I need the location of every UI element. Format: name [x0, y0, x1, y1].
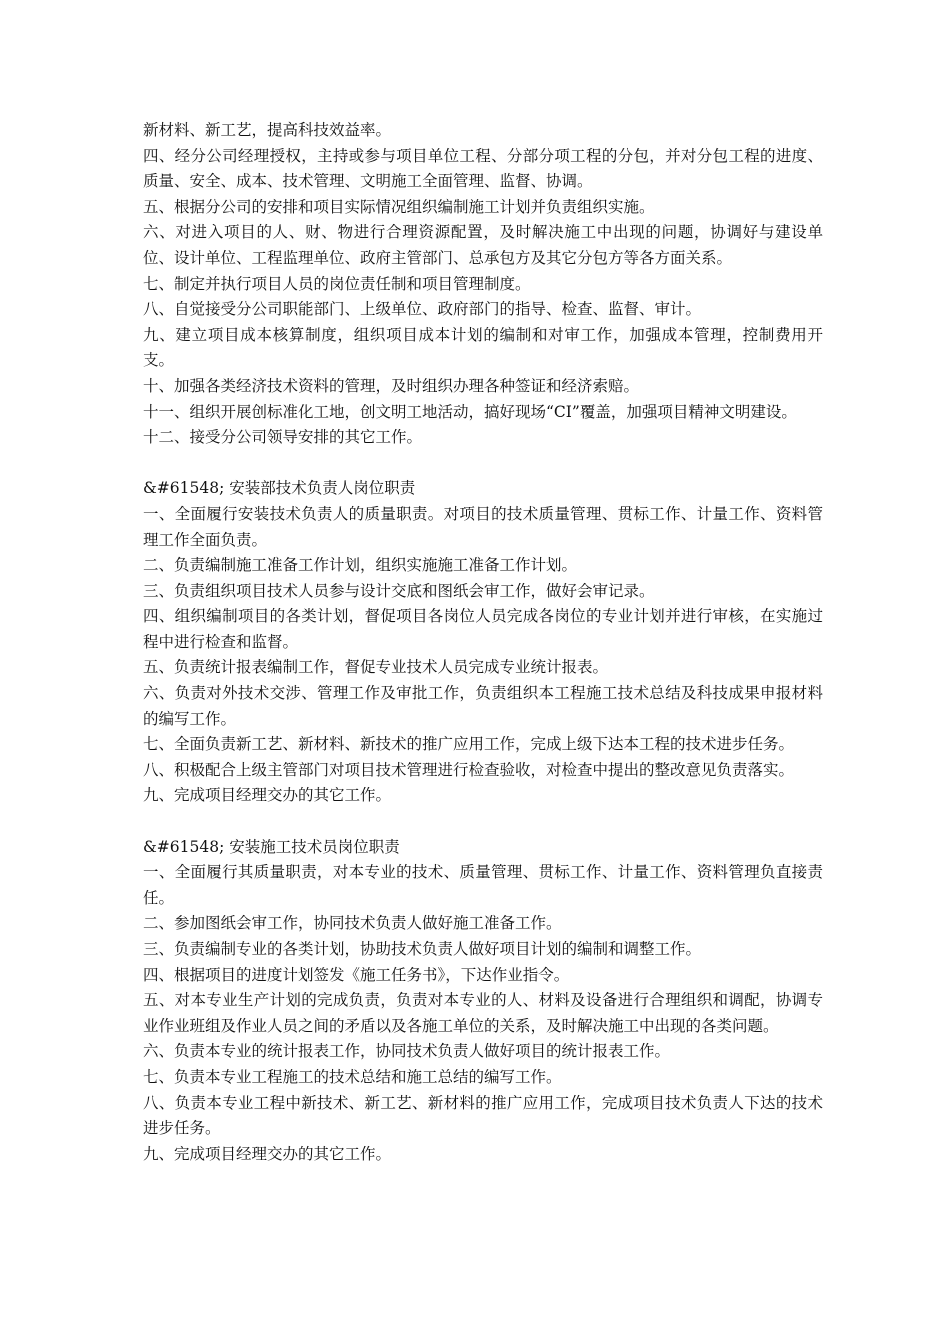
paragraph: 新材料、新工艺，提高科技效益率。 — [143, 121, 392, 139]
paragraph: 一、全面履行其质量职责，对本专业的技术、质量管理、贯标工作、计量工作、资料管理负直接责任。 — [143, 863, 823, 907]
paragraph: 五、负责统计报表编制工作，督促专业技术人员完成专业统计报表。 — [143, 658, 609, 677]
paragraph: 三、负责编制专业的各类计划，协助技术负责人做好项目计划的编制和调整工作。 — [143, 940, 702, 958]
paragraph: 五、根据分公司的安排和项目实际情况组织编制施工计划并负责组织实施。 — [143, 197, 655, 216]
section-installation-technical-lead-duties — [143, 476, 823, 809]
paragraph: 九、完成项目经理交办的其它工作。 — [143, 1144, 392, 1163]
paragraph: 八、积极配合上级主管部门对项目技术管理进行检查验收，对检查中提出的整改意见负责落实。 — [143, 760, 795, 779]
paragraph: 九、建立项目成本核算制度，组织项目成本计划的编制和对审工作，加强成本管理，控制费用开支。 — [143, 325, 823, 370]
paragraph: 四、经分公司经理授权，主持或参与项目单位工程、分部分项工程的分包，并对分包工程的进度、质量、安全、成本、技术管理、文明施工全面管理、监督、协调。 — [143, 146, 823, 191]
blank-line — [143, 809, 823, 835]
paragraph: 十一、组织开展创标准化工地，创文明工地活动，搞好现场“CI”覆盖，加强项目精神文明建设。 — [143, 402, 797, 421]
section-heading: &#61548; 安装施工技术员岗位职责 — [143, 837, 400, 856]
paragraph: 十二、接受分公司领导安排的其它工作。 — [143, 428, 423, 447]
paragraph: 九、完成项目经理交办的其它工作。 — [143, 786, 392, 805]
section-heading: &#61548; 安装部技术负责人岗位职责 — [143, 479, 416, 498]
paragraph: 八、负责本专业工程中新技术、新工艺、新材料的推广应用工作，完成项目技术负责人下达的技术进步任务。 — [143, 1093, 823, 1138]
document-body — [143, 118, 823, 1167]
paragraph: 六、对进入项目的人、财、物进行合理资源配置，及时解决施工中出现的问题，协调好与建设单位、设计单位、工程监理单位、政府主管部门、总承包方及其它分包方等各方面关系。 — [143, 223, 823, 267]
paragraph: 五、对本专业生产计划的完成负责，负责对本专业的人、材料及设备进行合理组织和调配，协调专业作业班组及作业人员之间的矛盾以及各施工单位的关系，及时解决施工中出现的各类问题。 — [143, 991, 823, 1035]
paragraph: 二、负责编制施工准备工作计划，组织实施施工准备工作计划。 — [143, 556, 578, 575]
blank-line — [143, 451, 823, 477]
paragraph: 二、参加图纸会审工作，协同技术负责人做好施工准备工作。 — [143, 914, 562, 933]
paragraph: 四、根据项目的进度计划签发《施工任务书》，下达作业指令。 — [143, 965, 570, 984]
paragraph: 六、负责本专业的统计报表工作，协同技术负责人做好项目的统计报表工作。 — [143, 1042, 671, 1061]
paragraph: 六、负责对外技术交涉、管理工作及审批工作，负责组织本工程施工技术总结及科技成果申报材料的编写工作。 — [143, 684, 823, 728]
paragraph: 四、组织编制项目的各类计划，督促项目各岗位人员完成各岗位的专业计划并进行审核，在实施过程中进行检查和监督。 — [143, 607, 823, 651]
paragraph: 七、制定并执行项目人员的岗位责任制和项目管理制度。 — [143, 274, 531, 293]
section-project-manager-duties — [143, 118, 823, 451]
paragraph: 一、全面履行安装技术负责人的质量职责。对项目的技术质量管理、贯标工作、计量工作、资料管理工作全面负责。 — [143, 504, 823, 549]
paragraph: 十、加强各类经济技术资料的管理，及时组织办理各种签证和经济索赔。 — [143, 376, 640, 395]
paragraph: 八、自觉接受分公司职能部门、上级单位、政府部门的指导、检查、监督、审计。 — [143, 300, 702, 319]
paragraph: 七、全面负责新工艺、新材料、新技术的推广应用工作，完成上级下达本工程的技术进步任务。 — [143, 735, 795, 754]
paragraph: 七、负责本专业工程施工的技术总结和施工总结的编写工作。 — [143, 1067, 562, 1086]
section-installation-technician-duties — [143, 835, 823, 1168]
paragraph: 三、负责组织项目技术人员参与设计交底和图纸会审工作，做好会审记录。 — [143, 581, 655, 600]
